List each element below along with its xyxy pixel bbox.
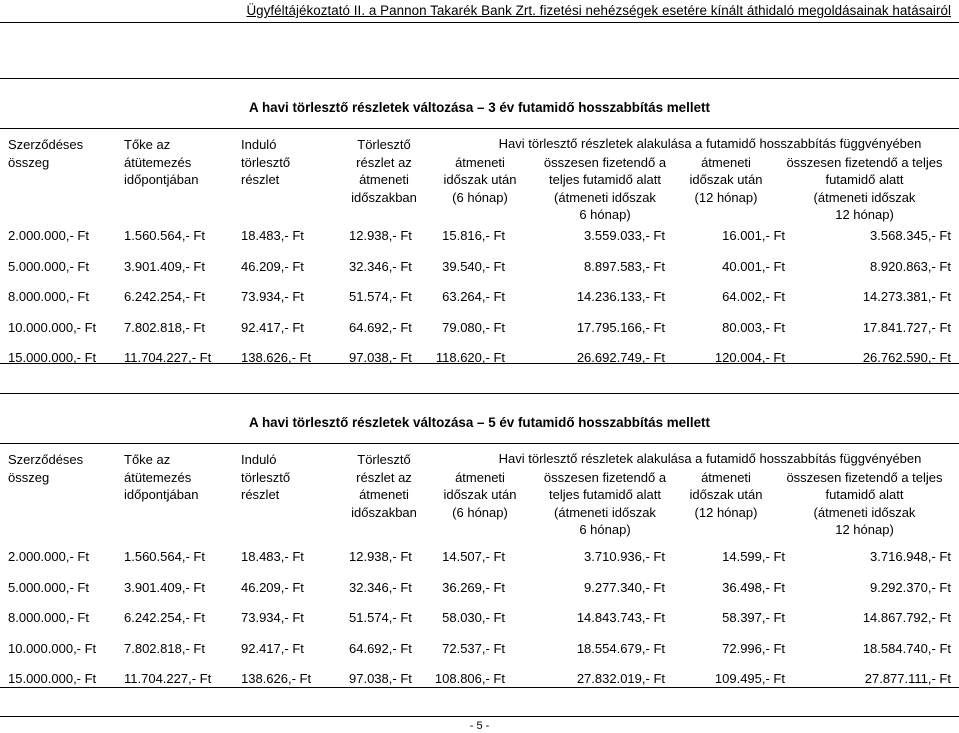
column-header-7: átmeneti időszak után (12 hónap) (689, 154, 763, 205)
header-title: Ügyféltájékoztató II. a Pannon Takarék Bank Zrt. fizetési nehézségek esetére kínált áthidaló megoldásainak hatásairól (246, 3, 951, 18)
column-header-7: átmeneti időszak után (12 hónap) (689, 469, 763, 520)
table-cell: 27.877.111,- Ft (864, 671, 951, 686)
table-cell: 72.996,- Ft (722, 640, 785, 656)
table-row (0, 259, 959, 277)
table-row (0, 549, 959, 567)
document-header (0, 0, 959, 23)
table-row (0, 641, 959, 659)
table-cell: 58.030,- Ft (442, 610, 505, 625)
table-cell: 32.346,- Ft (349, 258, 412, 274)
table-cell: 73.934,- Ft (241, 289, 304, 304)
table-cell: 80.003,- Ft (722, 319, 785, 335)
table-cell: 5.000.000,- Ft (8, 579, 89, 595)
table-cell: 1.560.564,- Ft (124, 228, 205, 243)
table-cell: 32.346,- Ft (349, 579, 412, 595)
table-cell: 51.574,- Ft (349, 289, 412, 304)
table-cell: 10.000.000,- Ft (8, 640, 97, 656)
table-cell: 8.000.000,- Ft (8, 289, 89, 304)
table-cell: 16.001,- Ft (722, 228, 785, 243)
table-cell: 14.843.743,- Ft (576, 610, 665, 625)
table-cell: 63.264,- Ft (442, 289, 505, 304)
table-cell: 138.626,- Ft (241, 671, 312, 686)
table-cell: 64.692,- Ft (349, 319, 412, 335)
table-cell: 14.273.381,- Ft (862, 289, 951, 304)
table-row (0, 580, 959, 598)
table-cell: 26.692.749,- Ft (576, 350, 665, 365)
table-cell: 5.000.000,- Ft (8, 258, 89, 274)
table-cell: 64.002,- Ft (722, 289, 785, 304)
table-cell: 46.209,- Ft (241, 579, 304, 595)
table-cell: 138.626,- Ft (241, 350, 312, 365)
column-header-5: átmeneti időszak után (6 hónap) (443, 154, 517, 205)
table-cell: 109.495,- Ft (714, 671, 785, 686)
table-cell: 14.599,- Ft (722, 549, 785, 564)
column-header-3: Induló törlesztő részlet (241, 137, 291, 187)
span-header: Havi törlesztő részletek alakulása a futamidő hosszabbítás függvényében (498, 451, 922, 466)
table-cell: 3.559.033,- Ft (584, 228, 665, 243)
table-cell: 9.277.340,- Ft (584, 579, 665, 595)
table-cell: 12.938,- Ft (349, 549, 412, 564)
column-header-2: Tőke az átütemezés időpontjában (124, 137, 199, 187)
table-cell: 58.397,- Ft (722, 610, 785, 625)
table-cell: 14.236.133,- Ft (576, 289, 665, 304)
table-cell: 2.000.000,- Ft (8, 549, 89, 564)
table-cell: 17.795.166,- Ft (576, 319, 665, 335)
column-header-3: Induló törlesztő részlet (241, 452, 291, 502)
table-cell: 3.901.409,- Ft (124, 579, 205, 595)
table-cell: 11.704.227,- Ft (124, 350, 212, 365)
column-header-1: Szerződéses összeg (8, 452, 84, 485)
table-title: A havi törlesztő részletek változása – 5 év futamidő hosszabbítás mellett (249, 415, 710, 430)
table-cell: 97.038,- Ft (349, 350, 412, 365)
table-cell: 72.537,- Ft (442, 640, 505, 656)
table-cell: 2.000.000,- Ft (8, 228, 89, 243)
column-header-6: összesen fizetendő a teljes futamidő alatt (átmeneti időszak 6 hónap) (543, 154, 667, 222)
table-title: A havi törlesztő részletek változása – 3 év futamidő hosszabbítás mellett (249, 100, 710, 115)
table-row (0, 610, 959, 628)
column-header-2: Tőke az átütemezés időpontjában (124, 452, 199, 502)
table-cell: 92.417,- Ft (241, 640, 304, 656)
table-cell: 26.762.590,- Ft (862, 350, 951, 365)
table-cell: 14.867.792,- Ft (862, 610, 951, 625)
table-cell: 64.692,- Ft (349, 640, 412, 656)
table-cell: 3.710.936,- Ft (584, 549, 665, 564)
table-cell: 14.507,- Ft (442, 549, 505, 564)
table-cell: 18.554.679,- Ft (576, 640, 665, 656)
table-cell: 73.934,- Ft (241, 610, 304, 625)
table-cell: 8.920.863,- Ft (870, 258, 951, 274)
title-rule (0, 443, 959, 444)
column-header-1: Szerződéses összeg (8, 137, 84, 170)
column-header-6: összesen fizetendő a teljes futamidő alatt (átmeneti időszak 6 hónap) (543, 469, 667, 537)
table-cell: 18.483,- Ft (241, 549, 304, 564)
table-cell: 92.417,- Ft (241, 319, 304, 335)
table-cell: 27.832.019,- Ft (576, 671, 665, 686)
table-cell: 9.292.370,- Ft (870, 579, 951, 595)
table-cell: 40.001,- Ft (722, 258, 785, 274)
table-cell: 3.568.345,- Ft (870, 228, 951, 243)
span-header: Havi törlesztő részletek alakulása a futamidő hosszabbítás függvényében (498, 136, 922, 151)
column-header-8: összesen fizetendő a teljes futamidő alatt (átmeneti időszak 12 hónap) (786, 469, 943, 537)
table-cell: 17.841.727,- Ft (862, 319, 951, 335)
table-cell: 36.269,- Ft (442, 579, 505, 595)
table-cell: 108.806,- Ft (434, 671, 505, 686)
table-cell: 1.560.564,- Ft (124, 549, 205, 564)
column-header-5: átmeneti időszak után (6 hónap) (443, 469, 517, 520)
table-cell: 3.901.409,- Ft (124, 258, 205, 274)
table-cell: 51.574,- Ft (349, 610, 412, 625)
table-cell: 7.802.818,- Ft (124, 640, 205, 656)
table-cell: 12.938,- Ft (349, 228, 412, 243)
table-cell: 18.584.740,- Ft (862, 640, 951, 656)
table-cell: 8.000.000,- Ft (8, 610, 89, 625)
table-row (0, 320, 959, 338)
table-row (0, 289, 959, 307)
column-header-4: Törlesztő részlet az átmeneti időszakban (351, 137, 417, 205)
table-cell: 18.483,- Ft (241, 228, 304, 243)
table-cell: 11.704.227,- Ft (124, 671, 212, 686)
page-number: - 5 - (469, 720, 490, 732)
table-cell: 3.716.948,- Ft (870, 549, 951, 564)
table-cell: 15.816,- Ft (442, 228, 505, 243)
title-rule (0, 128, 959, 129)
table-cell: 46.209,- Ft (241, 258, 304, 274)
column-header-8: összesen fizetendő a teljes futamidő alatt (átmeneti időszak 12 hónap) (786, 154, 943, 222)
table-cell: 97.038,- Ft (349, 671, 412, 686)
table-row (0, 228, 959, 246)
column-header-4: Törlesztő részlet az átmeneti időszakban (351, 452, 417, 520)
table-row (0, 671, 959, 689)
table-cell: 15.000.000,- Ft (8, 350, 97, 365)
table-cell: 10.000.000,- Ft (8, 319, 97, 335)
table-cell: 8.897.583,- Ft (584, 258, 665, 274)
table-cell: 6.242.254,- Ft (124, 289, 205, 304)
table-row (0, 350, 959, 368)
table-cell: 6.242.254,- Ft (124, 610, 205, 625)
table-cell: 118.620,- Ft (435, 350, 505, 365)
table-cell: 15.000.000,- Ft (8, 671, 97, 686)
table-cell: 39.540,- Ft (442, 258, 505, 274)
table-cell: 7.802.818,- Ft (124, 319, 205, 335)
table-cell: 36.498,- Ft (722, 579, 785, 595)
table-cell: 120.004,- Ft (714, 350, 785, 365)
table-cell: 79.080,- Ft (442, 319, 505, 335)
